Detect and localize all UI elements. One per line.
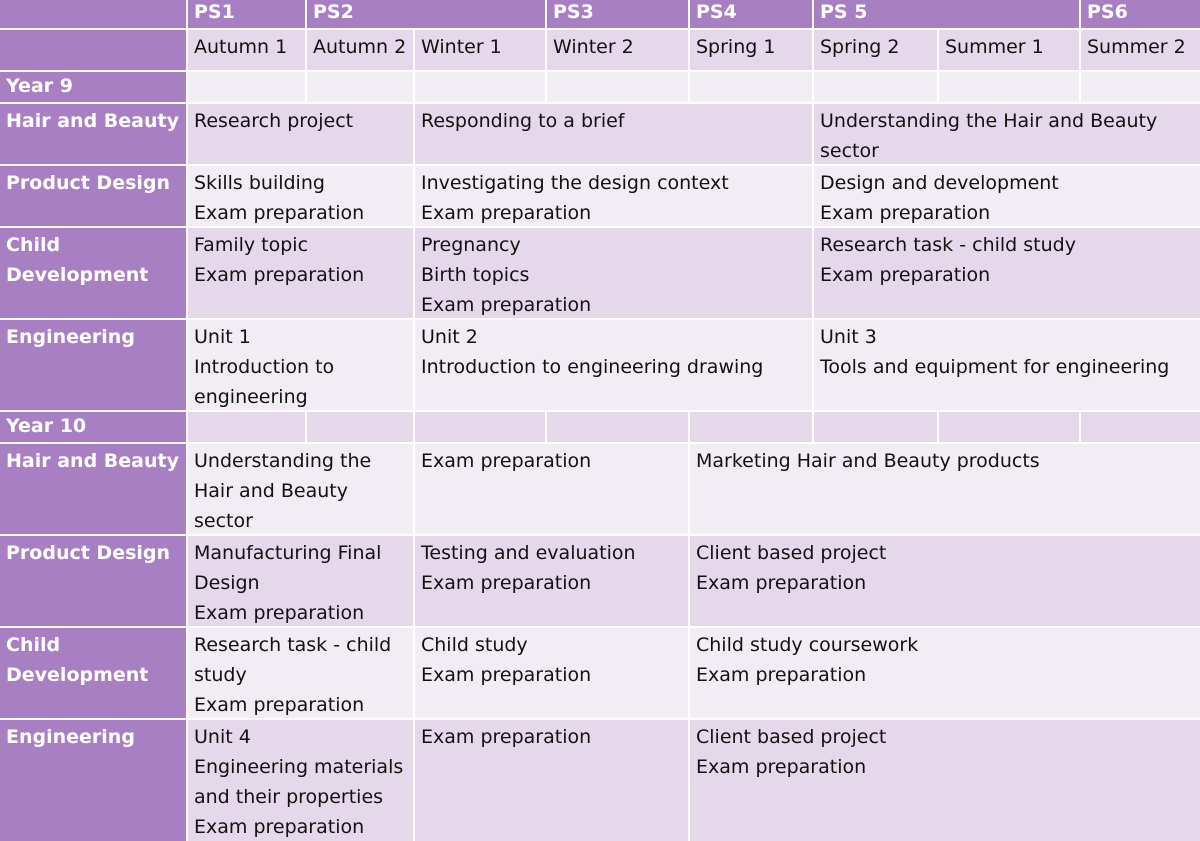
topic-cell: Research project	[188, 104, 413, 164]
subject-label: Child Development	[0, 628, 186, 718]
year-label: Year 9	[0, 72, 186, 102]
year-label: Year 10	[0, 412, 186, 442]
term-header: Autumn 1	[188, 30, 305, 70]
empty-cell	[307, 72, 413, 102]
term-blank-cell	[0, 30, 186, 70]
empty-cell	[1081, 412, 1200, 442]
topic-cell: Client based project Exam preparation	[690, 720, 1200, 841]
empty-cell	[547, 72, 688, 102]
topic-cell: Understanding the Hair and Beauty sector	[814, 104, 1200, 164]
term-header: Winter 1	[415, 30, 545, 70]
topic-cell: Unit 4 Engineering materials and their properties Exam preparation	[188, 720, 413, 841]
empty-cell	[415, 412, 545, 442]
empty-cell	[939, 412, 1079, 442]
subject-label: Hair and Beauty	[0, 104, 186, 164]
topic-cell: Exam preparation	[415, 444, 688, 534]
empty-cell	[547, 412, 688, 442]
empty-cell	[814, 412, 937, 442]
topic-cell: Child study coursework Exam preparation	[690, 628, 1200, 718]
topic-cell: Unit 1 Introduction to engineering	[188, 320, 413, 410]
subject-label: Engineering	[0, 320, 186, 410]
topic-cell: Manufacturing Final Design Exam preparation	[188, 536, 413, 626]
subject-label: Hair and Beauty	[0, 444, 186, 534]
empty-cell	[690, 412, 812, 442]
period-header-ps2: PS2	[307, 0, 545, 28]
empty-cell	[939, 72, 1079, 102]
topic-cell: Unit 3 Tools and equipment for engineering	[814, 320, 1200, 410]
term-header: Spring 1	[690, 30, 812, 70]
period-header-ps3: PS3	[547, 0, 688, 28]
header-blank-cell	[0, 0, 186, 28]
term-header: Winter 2	[547, 30, 688, 70]
topic-cell: Pregnancy Birth topics Exam preparation	[415, 228, 812, 318]
subject-label: Product Design	[0, 166, 186, 226]
period-header-ps6: PS6	[1081, 0, 1200, 28]
topic-cell: Research task - child study Exam preparation	[188, 628, 413, 718]
topic-cell: Understanding the Hair and Beauty sector	[188, 444, 413, 534]
empty-cell	[1081, 72, 1200, 102]
term-header: Autumn 2	[307, 30, 413, 70]
empty-cell	[415, 72, 545, 102]
term-header: Summer 1	[939, 30, 1079, 70]
topic-cell: Family topic Exam preparation	[188, 228, 413, 318]
topic-cell: Research task - child study Exam preparation	[814, 228, 1200, 318]
subject-label: Child Development	[0, 228, 186, 318]
period-header-ps5: PS 5	[814, 0, 1079, 28]
topic-cell: Investigating the design context Exam preparation	[415, 166, 812, 226]
topic-cell: Child study Exam preparation	[415, 628, 688, 718]
empty-cell	[188, 72, 305, 102]
empty-cell	[188, 412, 305, 442]
subject-label: Engineering	[0, 720, 186, 841]
subject-label: Product Design	[0, 536, 186, 626]
topic-cell: Testing and evaluation Exam preparation	[415, 536, 688, 626]
term-header: Summer 2	[1081, 30, 1200, 70]
empty-cell	[814, 72, 937, 102]
empty-cell	[307, 412, 413, 442]
period-header-ps1: PS1	[188, 0, 305, 28]
term-header: Spring 2	[814, 30, 937, 70]
topic-cell: Marketing Hair and Beauty products	[690, 444, 1200, 534]
topic-cell: Skills building Exam preparation	[188, 166, 413, 226]
topic-cell: Client based project Exam preparation	[690, 536, 1200, 626]
topic-cell: Exam preparation	[415, 720, 688, 841]
topic-cell: Unit 2 Introduction to engineering drawing	[415, 320, 812, 410]
period-header-ps4: PS4	[690, 0, 812, 28]
empty-cell	[690, 72, 812, 102]
topic-cell: Design and development Exam preparation	[814, 166, 1200, 226]
topic-cell: Responding to a brief	[415, 104, 812, 164]
